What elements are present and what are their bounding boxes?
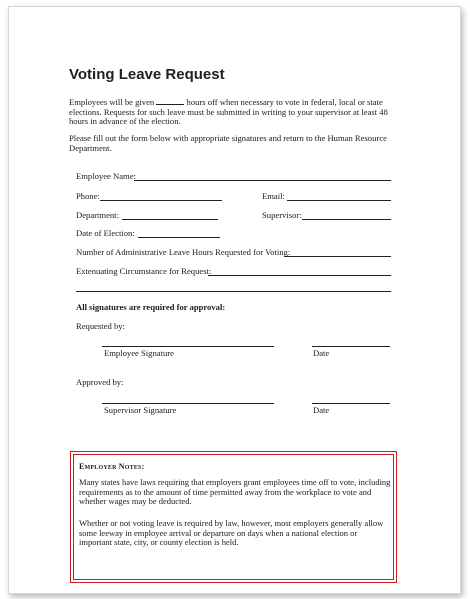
employee-name-field[interactable]: [134, 180, 391, 181]
circumstance-label: Extenuating Circumstance for Request:: [76, 266, 212, 276]
supervisor-date-line[interactable]: [312, 403, 390, 404]
instructions-paragraph: Please fill out the form below with appropriate signatures and return to the Human Resource Department.: [69, 133, 387, 153]
date-of-election-label: Date of Election:: [76, 228, 135, 238]
leave-hours-label: Number of Administrative Leave Hours Requested for Voting:: [76, 247, 291, 257]
employee-name-label: Employee Name:: [76, 171, 136, 181]
supervisor-signature-line[interactable]: [102, 403, 274, 404]
employer-notes-inner-border: [73, 454, 394, 580]
supervisor-signature-label: Supervisor Signature: [104, 405, 177, 415]
supervisor-field[interactable]: [302, 219, 391, 220]
circumstance-field-line-2[interactable]: [76, 291, 391, 292]
leave-hours-field[interactable]: [284, 256, 391, 257]
email-field[interactable]: [287, 200, 391, 201]
email-label: Email:: [262, 191, 285, 201]
employer-notes-paragraph-1: Many states have laws requiring that employers grant employees time off to vote, including requirements as to the amount of time permitted away from the workplace to vote and whether wages may be deducted.: [79, 477, 391, 507]
employee-date-label: Date: [313, 348, 330, 358]
requested-by-label: Requested by:: [76, 321, 125, 331]
phone-field[interactable]: [100, 200, 222, 201]
supervisor-date-label: Date: [313, 405, 330, 415]
form-title: Voting Leave Request: [69, 66, 225, 83]
hours-blank[interactable]: [156, 97, 184, 105]
employer-notes-paragraph-2: Whether or not voting leave is required by law, however, most employers generally allow some leeway in employee arrival or departure on days when a national election or important state, city, or county election is held.: [79, 518, 384, 548]
department-label: Department:: [76, 210, 119, 220]
employee-signature-label: Employee Signature: [104, 348, 174, 358]
intro-text-after: hours off when necessary to vote in federal, local or state elections. Requests for such leave must be submitted in writing to your supervisor at least 48 hours in advance of the election.: [69, 97, 388, 127]
date-of-election-field[interactable]: [138, 237, 220, 238]
circumstance-field[interactable]: [208, 275, 391, 276]
signatures-heading: All signatures are required for approval:: [76, 302, 226, 312]
department-field[interactable]: [122, 219, 218, 220]
supervisor-label: Supervisor:: [262, 210, 302, 220]
approved-by-label: Approved by:: [76, 377, 124, 387]
employer-notes-title: Employer Notes:: [79, 462, 145, 471]
phone-label: Phone:: [76, 191, 100, 201]
intro-text-before: Employees will be given: [69, 97, 155, 107]
intro-paragraph: [69, 97, 399, 127]
employee-signature-line[interactable]: [102, 346, 274, 347]
employee-date-line[interactable]: [312, 346, 390, 347]
employer-notes-box: [70, 451, 397, 583]
